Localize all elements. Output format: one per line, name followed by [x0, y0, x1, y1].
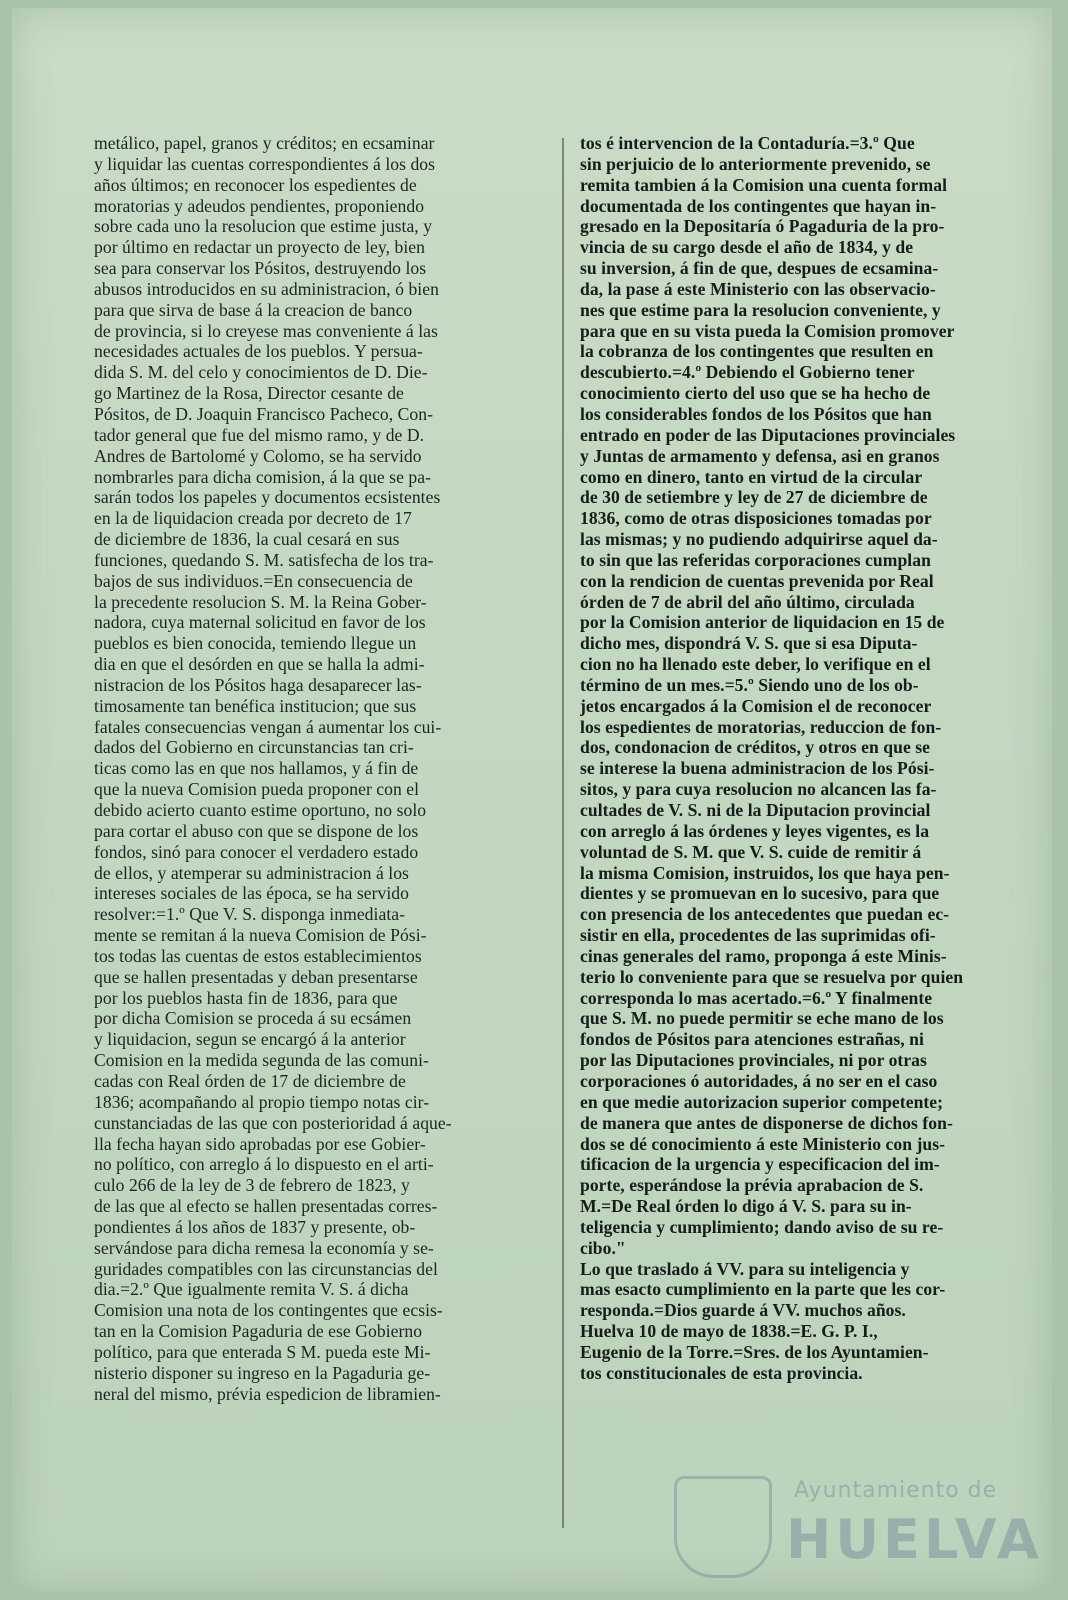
text-line: fondos, sinó para conocer el verdadero estado	[94, 841, 419, 862]
text-line: timosamente tan benéfica institucion; que sus	[94, 695, 417, 716]
text-line: dia.=2.º Que igualmente remita V. S. á dicha	[94, 1279, 409, 1300]
text-line: Eugenio de la Torre.=Sres. de los Ayuntamien-	[580, 1341, 929, 1362]
text-line: entrado en poder de las Diputaciones provinciales	[580, 424, 956, 445]
text-line: voluntad de S. M. que V. S. cuide de remitir á	[580, 841, 922, 862]
text-line: ticas como las en que nos hallamos, y á fin de	[94, 758, 419, 779]
text-line: dos, condonacion de créditos, y otros en que se	[580, 737, 931, 758]
text-line: los espedientes de moratorias, reduccion de fon-	[580, 716, 942, 737]
text-line: fondos de Pósitos para atenciones estrañas, ni	[580, 1029, 924, 1050]
text-line: político, para que enterada S M. pueda este Mi-	[94, 1341, 431, 1362]
text-line: cinas generales del ramo, proponga á este Minis-	[580, 945, 947, 966]
text-line: de manera que antes de disponerse de dichos fon-	[580, 1112, 953, 1133]
text-line: jetos encargados á la Comision el de reconocer	[580, 695, 932, 716]
text-line: mas esacto cumplimiento en la parte que les cor-	[580, 1279, 946, 1300]
text-line: sobre cada uno la resolucion que estime justa, y	[94, 216, 433, 237]
text-line: corporaciones ó autoridades, á no ser en el caso	[580, 1070, 938, 1091]
left-text-column	[94, 133, 540, 1404]
text-line: por la Comision anterior de liquidacion en 15 de	[580, 612, 945, 633]
text-line: que se hallen presentadas y deban presentarse	[94, 966, 418, 987]
text-line: terio lo conveniente para que se resuelva por quien	[580, 966, 964, 987]
text-line: neral del mismo, prévia espedicion de libramien-	[94, 1383, 441, 1404]
text-line: teligencia y cumplimiento; dando aviso de su re-	[580, 1216, 944, 1237]
text-line: y liquidar las cuentas correspondientes á los dos	[94, 153, 436, 174]
text-line: nombrarles para dicha comision, á la que se pa-	[94, 466, 431, 487]
text-line: funciones, quedando S. M. satisfecha de los tra-	[94, 549, 434, 570]
column-divider	[562, 138, 564, 1528]
text-line: go Martinez de la Rosa, Director cesante de	[94, 383, 404, 404]
text-line: 1836, como de otras disposiciones tomadas por	[580, 508, 932, 529]
text-line: sitos, y para cuya resolucion no alcancen las fa-	[580, 779, 937, 800]
text-line: cultades de V. S. ni de la Diputacion provincial	[580, 800, 931, 820]
text-line: Huelva 10 de mayo de 1838.=E. G. P. I.,	[580, 1321, 878, 1342]
text-line: por los pueblos hasta fin de 1836, para que	[94, 987, 398, 1008]
text-line: lla fecha hayan sido aprobadas por ese Gobier-	[94, 1133, 426, 1154]
text-line: necesidades actuales de los pueblos. Y persua-	[94, 341, 423, 362]
text-line: 1836; acompañando al propio tiempo notas cir-	[94, 1091, 430, 1112]
text-line: la misma Comision, instruidos, los que haya pen-	[580, 862, 950, 883]
text-line: como en dinero, tanto en virtud de la circular	[580, 466, 923, 487]
text-line: las mismas; y no pudiendo adquirirse aquel da-	[580, 529, 938, 550]
text-line: sea para conservar los Pósitos, destruyendo los	[94, 258, 427, 279]
watermark-top-text: Ayuntamiento de	[794, 1478, 998, 1503]
text-line: pondientes á los años de 1837 y presente, ob-	[94, 1216, 416, 1237]
text-line: tos constitucionales de esta provincia.	[580, 1362, 863, 1383]
text-line: Comision en la medida segunda de las comuni-	[94, 1050, 429, 1071]
watermark-main-text: HUELVA	[786, 1508, 1043, 1571]
text-line: M.=De Real órden lo digo á V. S. para su in-	[580, 1196, 912, 1217]
text-line: que S. M. no puede permitir se eche mano de los	[580, 1008, 944, 1029]
text-line: con arreglo á las órdenes y leyes vigentes, es la	[580, 820, 930, 841]
text-line: para cortar el abuso con que se dispone de los	[94, 820, 419, 841]
text-line: de 30 de setiembre y ley de 27 de diciembre de	[580, 487, 928, 508]
text-line: cion no ha llenado este deber, lo verifique en el	[580, 654, 931, 675]
text-line: culo 266 de la ley de 3 de febrero de 1823, y	[94, 1175, 410, 1196]
text-line: de provincia, si lo creyese mas conveniente á las	[94, 320, 438, 341]
text-line: dados del Gobierno en circunstancias tan cri-	[94, 737, 414, 758]
text-line: Pósitos, de D. Joaquin Francisco Pacheco, Con-	[94, 403, 433, 424]
text-line: remita tambien á la Comision una cuenta formal	[580, 174, 948, 195]
text-line: da, la pase á este Ministerio con las observacio-	[580, 278, 936, 299]
text-line: Comision una nota de los contingentes que ecsis-	[94, 1300, 443, 1321]
text-line: dia en que el desórden en que se halla la admi-	[94, 654, 425, 675]
text-line: nes que estime para la resolucion conveniente, y	[580, 299, 941, 320]
text-line: responda.=Dios guarde á VV. muchos años.	[580, 1300, 906, 1321]
text-line: gresado en la Depositaría ó Pagaduria de la pro-	[580, 216, 945, 237]
text-line: y liquidacion, segun se encargó á la anterior	[94, 1029, 406, 1050]
text-line: se interese la buena administracion de los Pósi-	[580, 758, 935, 779]
text-line: con la rendicion de cuentas prevenida por Real	[580, 570, 934, 591]
text-line: pueblos es bien conocida, temiendo llegue un	[94, 633, 417, 654]
text-line: sin perjuicio de lo anteriormente prevenido, se	[580, 153, 931, 174]
text-line: con presencia de los antecedentes que puedan ec-	[580, 904, 950, 925]
text-line: no político, con arreglo á lo dispuesto en el arti-	[94, 1154, 434, 1175]
text-line: sarán todos los papeles y documentos ecsistentes	[94, 487, 441, 508]
text-line: moratorias y adeudos pendientes, proponiendo	[94, 195, 425, 216]
text-line: dientes y se promuevan en lo sucesivo, para que	[580, 883, 940, 904]
document-page	[12, 8, 1052, 1592]
shield-icon	[674, 1476, 772, 1578]
text-line: en la de liquidacion creada por decreto de 17	[94, 508, 412, 529]
text-line: metálico, papel, granos y créditos; en ecsaminar	[94, 133, 435, 153]
text-line: término de un mes.=5.º Siendo uno de los ob-	[580, 674, 919, 695]
text-line: Andres de Bartolomé y Colomo, se ha servido	[94, 445, 422, 466]
text-line: bajos de sus individuos.=En consecuencia de	[94, 570, 413, 591]
text-line: dos se dé conocimiento á este Ministerio con jus-	[580, 1133, 946, 1154]
text-line: vincia de su cargo desde el año de 1834, y de	[580, 237, 914, 258]
text-line: de diciembre de 1836, la cual cesará en sus	[94, 529, 400, 550]
text-line: cibo."	[580, 1237, 626, 1258]
text-line: dida S. M. del celo y conocimientos de D. Die-	[94, 362, 428, 383]
text-line: por último en redactar un proyecto de ley, bien	[94, 237, 425, 258]
text-line: dicho mes, dispondrá V. S. que si esa Diputa-	[580, 633, 918, 654]
text-line: sistir en ella, procedentes de las suprimidas ofi-	[580, 925, 936, 946]
text-line: años últimos; en reconocer los espedientes de	[94, 174, 417, 195]
text-line: en que medie autorizacion superior competente;	[580, 1091, 944, 1112]
text-line: to sin que las referidas corporaciones cumplan	[580, 549, 931, 570]
text-line: tador general que fue del mismo ramo, y de D.	[94, 424, 425, 445]
text-line: y Juntas de armamento y defensa, asi en granos	[580, 445, 940, 466]
text-line: para que en su vista pueda la Comision promover	[580, 320, 955, 341]
text-line: corresponda lo mas acertado.=6.º Y finalmente	[580, 987, 933, 1008]
text-line: tos é intervencion de la Contaduría.=3.º Que	[580, 133, 915, 153]
text-line: resolver:=1.º Que V. S. disponga inmediata-	[94, 904, 406, 925]
text-line: debido acierto cuanto estime oportuno, no solo	[94, 800, 427, 820]
text-line: nistracion de los Pósitos haga desaparecer las-	[94, 674, 422, 695]
text-line: fatales consecuencias vengan á aumentar los cui-	[94, 716, 442, 737]
text-line: de ellos, y atemperar su administracion á los	[94, 862, 409, 883]
text-line: cadas con Real órden de 17 de diciembre de	[94, 1070, 406, 1091]
text-line: Lo que traslado á VV. para su inteligencia y	[580, 1258, 910, 1279]
text-line: por las Diputaciones provinciales, ni por otras	[580, 1050, 927, 1071]
text-line: la cobranza de los contingentes que resulten en	[580, 341, 934, 362]
text-line: porte, esperándose la prévia aprabacion de S.	[580, 1175, 924, 1196]
text-line: intereses sociales de las época, se ha servido	[94, 883, 409, 904]
watermark-logo	[674, 1470, 1043, 1580]
text-line: su inversion, á fin de que, despues de ecsamina-	[580, 258, 939, 279]
text-line: por dicha Comision se proceda á su ecsámen	[94, 1008, 412, 1029]
text-line: guridades compatibles con las circunstancias del	[94, 1258, 438, 1279]
text-line: servándose para dicha remesa la economía y se-	[94, 1237, 434, 1258]
text-line: nisterio disponer su ingreso en la Pagaduria ge-	[94, 1362, 431, 1383]
text-line: órden de 7 de abril del año último, circulada	[580, 591, 915, 612]
text-line: cunstanciadas de las que con posterioridad á aque-	[94, 1112, 452, 1133]
text-line: los considerables fondos de los Pósitos que han	[580, 403, 932, 424]
text-line: conocimiento cierto del uso que se ha hecho de	[580, 383, 931, 404]
text-line: documentada de los contingentes que hayan in-	[580, 195, 937, 216]
text-line: la precedente resolucion S. M. la Reina Gober-	[94, 591, 427, 612]
right-text-column	[580, 133, 1038, 1384]
text-line: tan en la Comision Pagaduria de ese Gobierno	[94, 1321, 423, 1342]
text-line: tos todas las cuentas de estos establecimientos	[94, 945, 422, 966]
text-line: abusos introducidos en su administracion, ó bien	[94, 278, 439, 299]
text-line: tificacion de la urgencia y especificacion del im-	[580, 1154, 940, 1175]
text-line: descubierto.=4.º Debiendo el Gobierno tener	[580, 362, 915, 383]
text-line: que la nueva Comision pueda proponer con el	[94, 779, 420, 800]
text-line: nadora, cuya maternal solicitud en favor de los	[94, 612, 426, 633]
text-line: para que sirva de base á la creacion de banco	[94, 299, 413, 320]
text-line: mente se remitan á la nueva Comision de Pósi-	[94, 925, 427, 946]
text-line: de las que al efecto se hallen presentadas corres-	[94, 1196, 438, 1217]
